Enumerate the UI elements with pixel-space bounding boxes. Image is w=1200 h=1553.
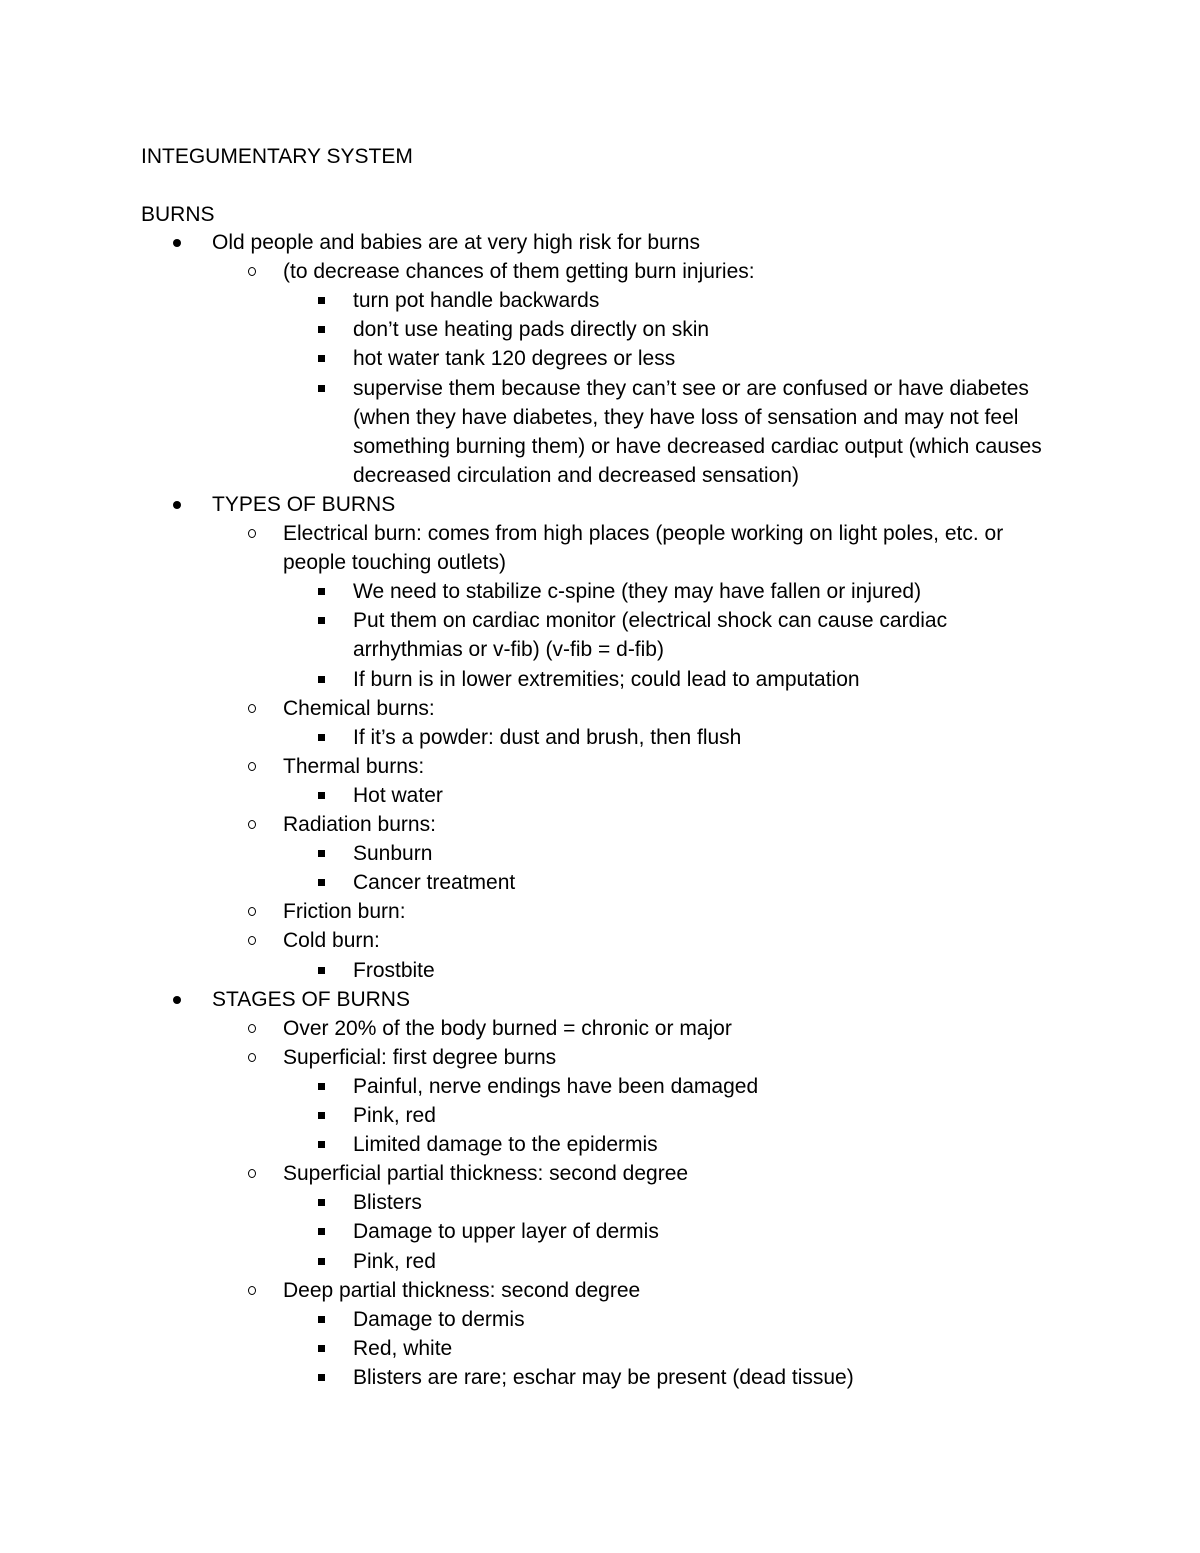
list-item-text: decreased circulation and decreased sensation)	[353, 463, 799, 487]
list-item-text: Hot water	[353, 783, 443, 807]
list-item-text: Over 20% of the body burned = chronic or major	[283, 1016, 732, 1040]
list-item-text: If burn is in lower extremities; could lead to amputation	[353, 667, 860, 691]
list-item-text: TYPES OF BURNS	[212, 492, 396, 516]
list-item-text: Red, white	[353, 1336, 453, 1360]
list-item-text: Cold burn:	[283, 929, 380, 953]
list-item-text: Pink, red	[353, 1104, 436, 1127]
list-item-text: Superficial partial thickness: second degree	[283, 1162, 689, 1186]
list-item-text: Damage to dermis	[353, 1307, 525, 1331]
list-item-text: arrhythmias or v-fib) (v-fib = d-fib)	[353, 638, 664, 662]
list-item-text: Deep partial thickness: second degree	[283, 1278, 641, 1302]
section-heading-text: BURNS	[141, 203, 215, 226]
list-item-text: Cancer treatment	[353, 871, 516, 895]
list-item-text: Limited damage to the epidermis	[353, 1133, 658, 1157]
list-item-text: Sunburn	[353, 842, 433, 866]
list-item-text: If it’s a powder: dust and brush, then flush	[353, 725, 742, 749]
list-item-text: Superficial: first degree burns	[283, 1045, 557, 1069]
list-item-text: Painful, nerve endings have been damaged	[353, 1074, 759, 1098]
list-item-text: Radiation burns:	[283, 813, 436, 836]
list-item-text: Old people and babies are at very high risk for burns	[212, 231, 700, 254]
list-item-text: (when they have diabetes, they have loss of sensation and may not feel	[353, 405, 1019, 429]
list-item-text: Pink, red	[353, 1249, 436, 1273]
list-item-text: Electrical burn: comes from high places (people working on light poles, etc. or	[283, 522, 1004, 545]
list-item-text: Blisters	[353, 1191, 422, 1215]
list-item-text: something burning them) or have decreased cardiac output (which causes	[353, 434, 1042, 458]
list-item-text: STAGES OF BURNS	[212, 987, 410, 1011]
list-item-text: hot water tank 120 degrees or less	[353, 347, 676, 371]
list-item-text: people touching outlets)	[283, 551, 506, 575]
list-item-text: Thermal burns:	[283, 754, 425, 778]
list-item-text: supervise them because they can’t see or are confused or have diabetes	[353, 376, 1029, 400]
document-title-text: INTEGUMENTARY SYSTEM	[141, 145, 413, 168]
list-item-text: don’t use heating pads directly on skin	[353, 318, 710, 342]
list-item-text: Blisters are rare; eschar may be present (dead tissue)	[353, 1365, 854, 1389]
list-item-text: Frostbite	[353, 958, 435, 982]
list-item-text: Damage to upper layer of dermis	[353, 1220, 659, 1244]
list-item-text: turn pot handle backwards	[353, 289, 600, 313]
list-item-text: We need to stabilize c-spine (they may have fallen or injured)	[353, 580, 922, 604]
list-item-text: Friction burn:	[283, 900, 406, 924]
list-item-text: (to decrease chances of them getting burn injuries:	[283, 260, 755, 284]
list-item-text: Chemical burns:	[283, 696, 435, 720]
list-item-text: Put them on cardiac monitor (electrical shock can cause cardiac	[353, 609, 948, 633]
